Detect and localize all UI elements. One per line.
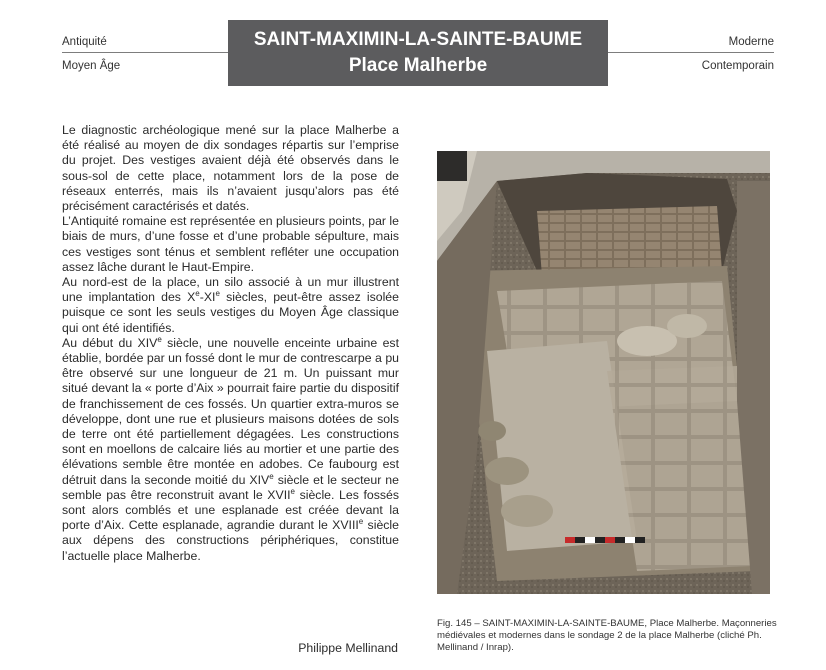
article-body bbox=[62, 123, 399, 564]
period-moyen-age: Moyen Âge bbox=[62, 60, 121, 72]
page-title: SAINT-MAXIMIN-LA-SAINTE-BAUME bbox=[253, 29, 583, 50]
header-rule-left bbox=[62, 52, 228, 53]
paragraph-4: Au début du XIVe siècle, une nouvelle enceinte urbaine est établie, bordée par un fossé dont le mur de contrescarpe a pu être observé sur une longueur de 21 m. Un puissant mur situé devant la « porte d’Aix » pourrait faire partie du dispositif de franchissement de ces fossés. Un quartier extra-muros se développe, dont une rue et plusieurs maisons dotées de sols de terre ont été partiellement dégagées. Les constructions sont en moellons de calcaire liés au mortier et une partie des élévations semble être montée en adobes. Ce faubourg est détruit dans la seconde moitié du XIVe siècle et le secteur ne semble pas être reconstruit avant le XVIIe siècle. Les fossés sont alors comblés et une esplanade est créée devant la porte d’Aix. Cette esplanade, agrandie durant le XVIIIe siècle aux dépens des constructions périphériques, constitue l’actuelle place Malherbe. bbox=[62, 334, 399, 563]
page-title-box bbox=[228, 20, 608, 86]
period-moderne: Moderne bbox=[728, 36, 774, 48]
paragraph-1: Le diagnostic archéologique mené sur la place Malherbe a été réalisé au moyen de dix sondages répartis sur l’emprise du projet. Des vestiges avaient déjà été observés dans le sous-sol de cette place, notamment lors de la pose de réseaux enterrés, mais ils n’avaient jusqu’alors pas été précisément caractérisés et datés. bbox=[62, 123, 399, 214]
paragraph-2: L’Antiquité romaine est représentée en plusieurs points, par le biais de murs, d’une fosse et d’une probable sépulture, mais ces vestiges sont ténus et semblent refléter une occupation assez lâche durant le Haut-Empire. bbox=[62, 214, 399, 274]
period-labels-right bbox=[608, 34, 774, 74]
header-rule-right bbox=[608, 52, 774, 53]
period-antiquite: Antiquité bbox=[62, 36, 107, 48]
figure-caption: Fig. 145 – SAINT-MAXIMIN-LA-SAINTE-BAUME, Place Malherbe. Maçonneries médiévales et modernes dans le sondage 2 de la place Malherbe (cliché Ph. Mellinand / Inrap). bbox=[437, 618, 777, 653]
author-name: Philippe Mellinand bbox=[298, 641, 398, 655]
paragraph-3: Au nord-est de la place, un silo associé à un mur illustrent une implantation des Xe-XIe siècles, peut-être assez isolée puisque ce sont les seuls vestiges du Moyen Âge classique qui ont été identifiés. bbox=[62, 275, 399, 335]
page-subtitle: Place Malherbe bbox=[348, 55, 488, 76]
period-contemporain: Contemporain bbox=[701, 60, 774, 72]
scale-bar bbox=[565, 537, 645, 543]
period-labels-left bbox=[62, 34, 228, 74]
excavation-photo bbox=[437, 151, 770, 594]
